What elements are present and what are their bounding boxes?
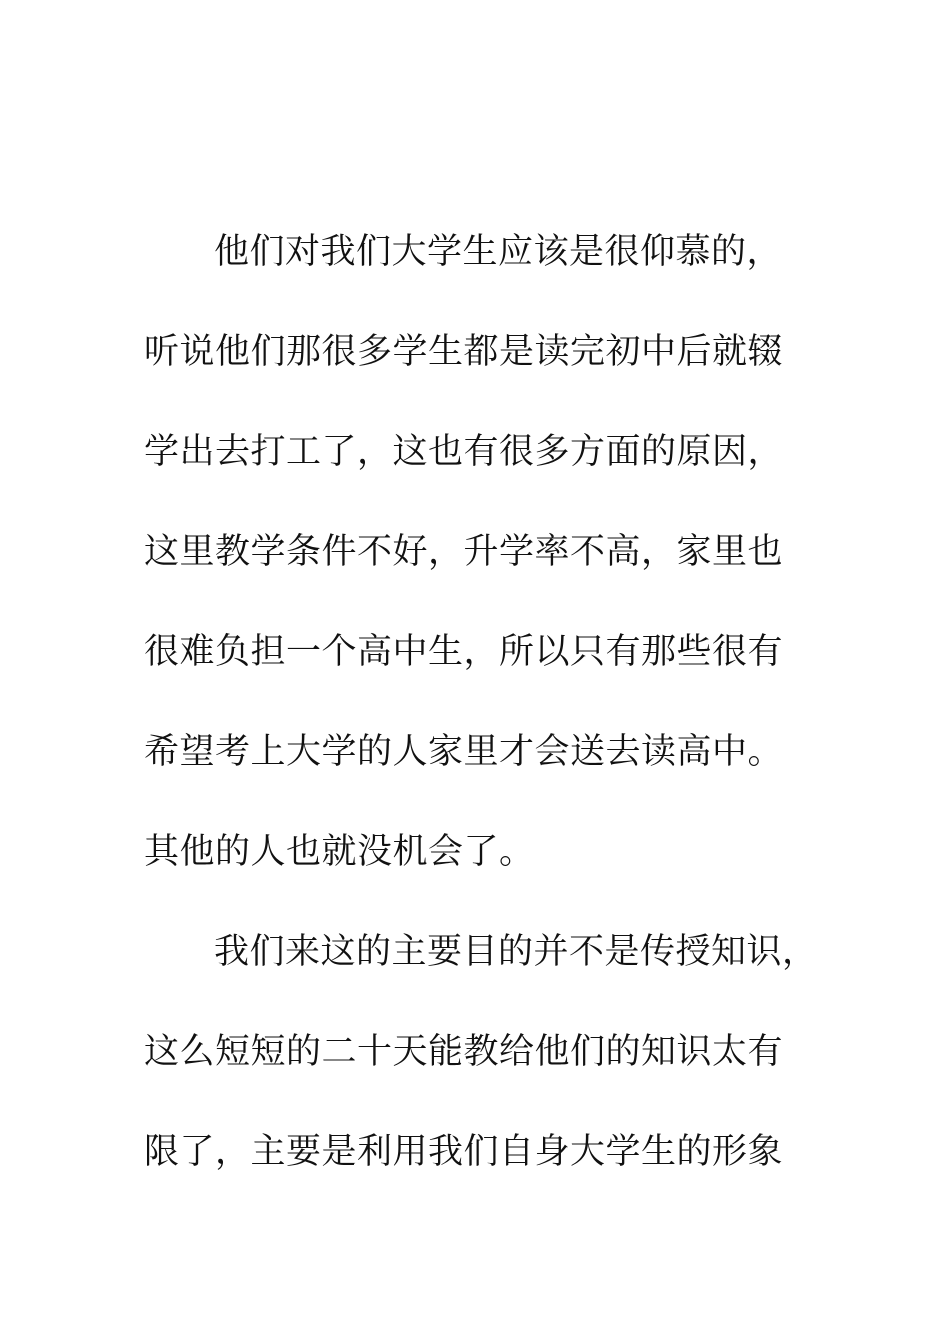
text-line: 这么短短的二十天能教给他们的知识太有: [144, 1032, 784, 1072]
paragraph: [144, 224, 824, 924]
text-line: 这里教学条件不好，升学率不高，家里也: [144, 532, 784, 572]
text-line: 他们对我们大学生应该是很仰慕的，: [214, 232, 783, 272]
paragraph: [144, 924, 824, 1224]
text-line: 限了，主要是利用我们自身大学生的形象: [144, 1132, 784, 1172]
text-line: 希望考上大学的人家里才会送去读高中。: [144, 732, 784, 772]
text-line: 我们来这的主要目的并不是传授知识，: [214, 932, 818, 972]
document-body: [144, 224, 824, 1224]
text-line: 学出去打工了，这也有很多方面的原因，: [144, 432, 784, 472]
text-line: 听说他们那很多学生都是读完初中后就辍: [144, 332, 784, 372]
text-line: 很难负担一个高中生，所以只有那些很有: [144, 632, 784, 672]
text-line: 其他的人也就没机会了。: [144, 832, 535, 872]
